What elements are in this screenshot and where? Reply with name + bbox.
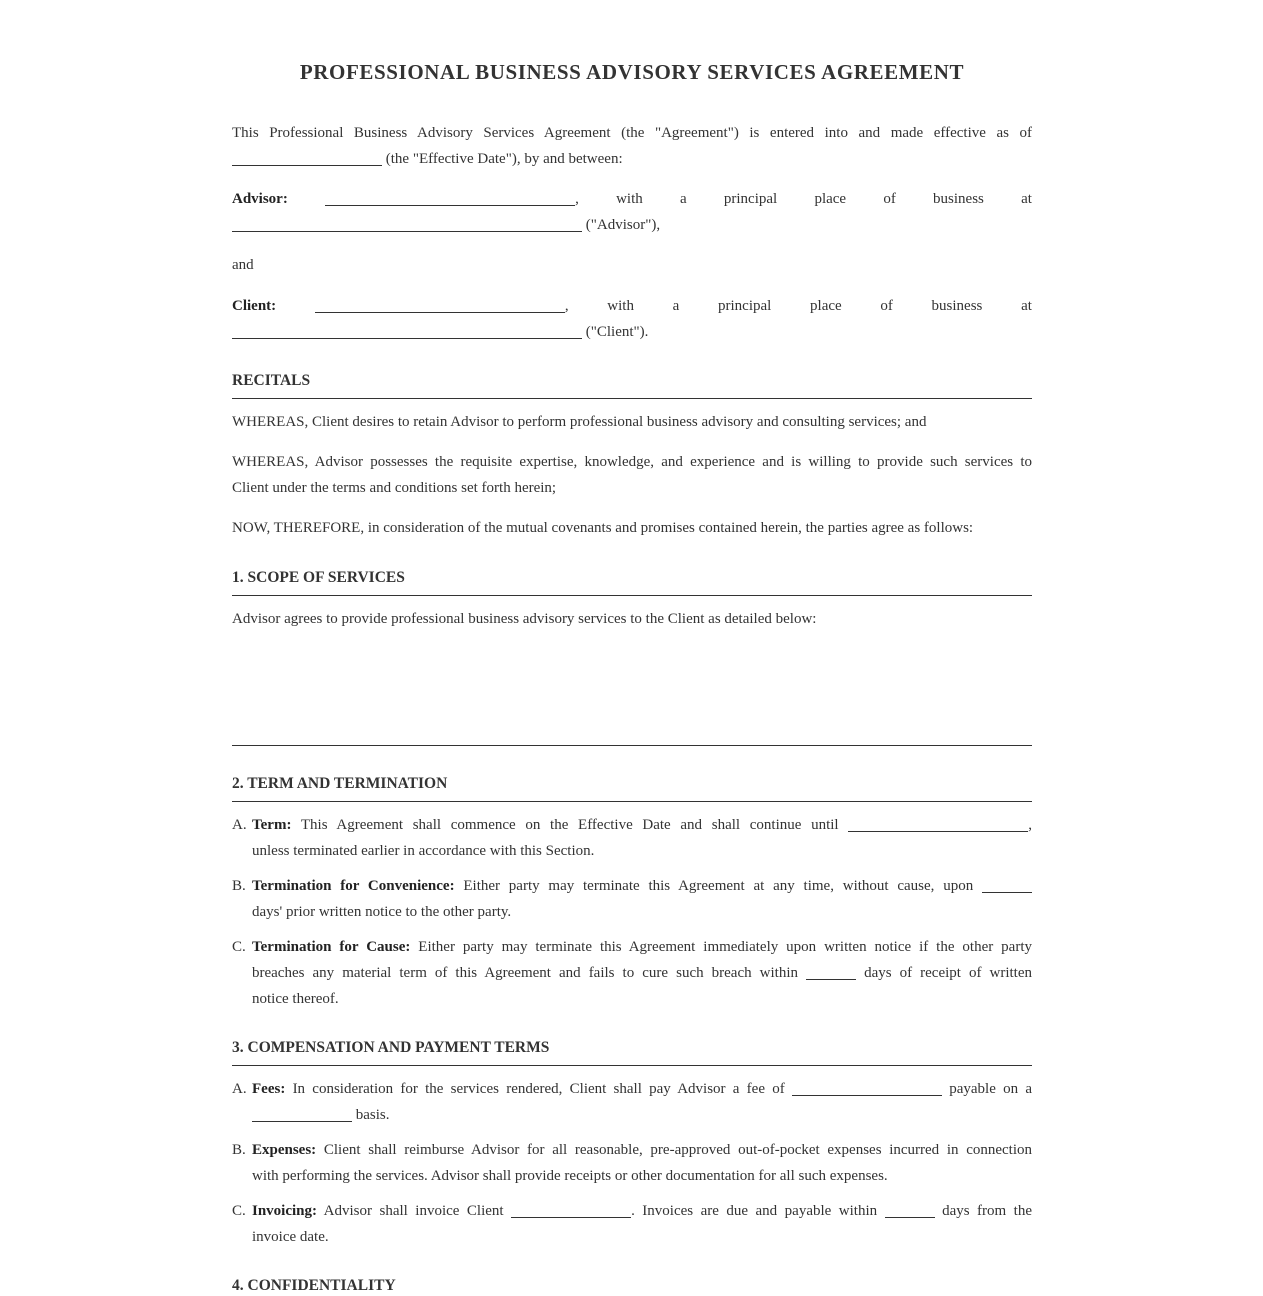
term-c-line3: notice thereof. [252, 991, 339, 1007]
client-word-of: of [880, 298, 893, 314]
intro-line-2-text: (the "Effective Date"), by and between: [385, 151, 623, 167]
comp-a-line1 [252, 1076, 1032, 1102]
term-c-bold: Termination for Cause: [252, 939, 411, 955]
advisor-address-field[interactable] [232, 215, 582, 232]
comp-a-text1: In consideration for the services rendered, Client shall pay Advisor a fee of [292, 1081, 785, 1097]
conf-heading: 4. CONFIDENTIALITY [232, 1277, 396, 1294]
term-a-line1 [252, 812, 1032, 838]
term-heading: 2. TERM AND TERMINATION [232, 774, 1032, 802]
term-c-text2b: days of receipt of written [864, 965, 1033, 981]
recitals-p1: WHEREAS, Client desires to retain Advisor to perform professional business advisory and consulting services; and [232, 414, 927, 430]
comp-b-text: Client shall reimburse Advisor for all reasonable, pre-approved out-of-pocket expenses incurred in connection [323, 1142, 1032, 1158]
term-item-c [232, 934, 1032, 1012]
advisor-word-place: place [814, 191, 847, 207]
client-word-with: with [607, 298, 634, 314]
advisor-word-principal: principal [723, 191, 778, 207]
term-c-text2a: breaches any material term of this Agreement and fails to cure such breach within [252, 965, 798, 981]
client-word-business: business [931, 298, 983, 314]
recitals-p2-line1: WHEREAS, Advisor possesses the requisite expertise, knowledge, and experience and is willing to provide such services to [232, 454, 1032, 470]
recitals-p3: NOW, THEREFORE, in consideration of the mutual covenants and promises contained herein, the parties agree as follows: [232, 520, 974, 536]
comp-a-line2 [252, 1102, 1032, 1128]
client-suffix: ("Client"). [585, 324, 649, 340]
notice-days-field[interactable] [982, 876, 1032, 893]
comp-item-c [232, 1198, 1032, 1250]
term-c-letter: C. [232, 939, 246, 955]
advisor-name-field[interactable] [325, 189, 575, 206]
document-title: PROFESSIONAL BUSINESS ADVISORY SERVICES AGREEMENT [299, 60, 965, 84]
comp-c-bold: Invoicing: [252, 1203, 318, 1219]
term-b-line2: days' prior written notice to the other party. [252, 904, 512, 920]
comp-a-letter: A. [232, 1081, 247, 1097]
client-label: Client: [232, 298, 277, 314]
comp-heading: 3. COMPENSATION AND PAYMENT TERMS [232, 1038, 1032, 1066]
client-address-field[interactable] [232, 322, 582, 339]
cure-days-field[interactable] [806, 963, 856, 980]
term-c-text: Either party may terminate this Agreement immediately upon written notice if the other party [418, 939, 1033, 955]
client-block [232, 293, 1032, 345]
advisor-comma: , [575, 191, 579, 207]
comp-c-text3: days from the [942, 1203, 1033, 1219]
term-a-letter: A. [232, 817, 247, 833]
advisor-word-of: of [883, 191, 896, 207]
comp-b-line1 [252, 1137, 1032, 1163]
term-a-line2: unless terminated earlier in accordance with this Section. [252, 843, 595, 859]
comp-c-letter: C. [232, 1203, 246, 1219]
client-word-place: place [810, 298, 842, 314]
payment-basis-field[interactable] [252, 1105, 352, 1122]
comp-a-bold: Fees: [252, 1081, 286, 1097]
client-word-a: a [672, 298, 680, 314]
effective-date-field[interactable] [232, 149, 382, 166]
recitals-p2-line2: Client under the terms and conditions set forth herein; [232, 480, 557, 496]
scope-text: Advisor agrees to provide professional business advisory services to the Client as detailed below: [232, 611, 817, 627]
term-end-date-field[interactable] [848, 815, 1028, 832]
scope-heading: 1. SCOPE OF SERVICES [232, 568, 1032, 596]
comp-a-text2: payable on a [949, 1081, 1033, 1097]
comp-c-line1 [252, 1198, 1032, 1224]
term-b-line1 [252, 873, 1032, 899]
advisor-word-a: a [679, 191, 687, 207]
and-text: and [232, 257, 254, 273]
comp-b-bold: Expenses: [252, 1142, 317, 1158]
term-c-line1 [252, 934, 1032, 960]
comp-b-letter: B. [232, 1142, 246, 1158]
invoice-frequency-field[interactable] [511, 1201, 631, 1218]
recitals-p2 [232, 449, 1032, 501]
client-name-field[interactable] [315, 296, 565, 313]
client-word-at: at [1021, 298, 1032, 314]
term-a-comma: , [1028, 817, 1033, 833]
comp-c-text1: Advisor shall invoice Client [323, 1203, 504, 1219]
payment-days-field[interactable] [885, 1201, 935, 1218]
term-b-bold: Termination for Convenience: [252, 878, 455, 894]
advisor-word-with: with [616, 191, 643, 207]
intro-paragraph [232, 120, 1032, 172]
comp-c-text2: . Invoices are due and payable within [631, 1203, 878, 1219]
comp-b-line2: with performing the services. Advisor shall provide receipts or other documentation for all such expenses. [252, 1168, 888, 1184]
term-item-a [232, 812, 1032, 864]
client-word-principal: principal [718, 298, 772, 314]
comp-a-basis: basis. [355, 1107, 390, 1123]
advisor-block [232, 186, 1032, 238]
advisor-word-business: business [933, 191, 984, 207]
scope-details-field[interactable] [232, 745, 1032, 746]
term-c-line2 [252, 960, 1032, 986]
advisor-suffix: ("Advisor"), [585, 217, 661, 233]
fee-amount-field[interactable] [792, 1079, 942, 1096]
intro-line-2 [232, 146, 1032, 172]
intro-line-1: This Professional Business Advisory Services Agreement (the "Agreement") is entered into and made effective as of [232, 125, 1032, 141]
client-comma: , [564, 298, 569, 314]
term-b-letter: B. [232, 878, 246, 894]
advisor-label: Advisor: [232, 191, 288, 207]
term-b-text: Either party may terminate this Agreement at any time, without cause, upon [463, 878, 974, 894]
term-a-text: This Agreement shall commence on the Effective Date and shall continue until [300, 817, 839, 833]
recitals-heading: RECITALS [232, 371, 1032, 399]
advisor-word-at: at [1021, 191, 1032, 207]
comp-c-line2: invoice date. [252, 1229, 329, 1245]
term-a-bold: Term: [252, 817, 292, 833]
comp-item-a [232, 1076, 1032, 1128]
term-item-b [232, 873, 1032, 925]
comp-item-b [232, 1137, 1032, 1189]
